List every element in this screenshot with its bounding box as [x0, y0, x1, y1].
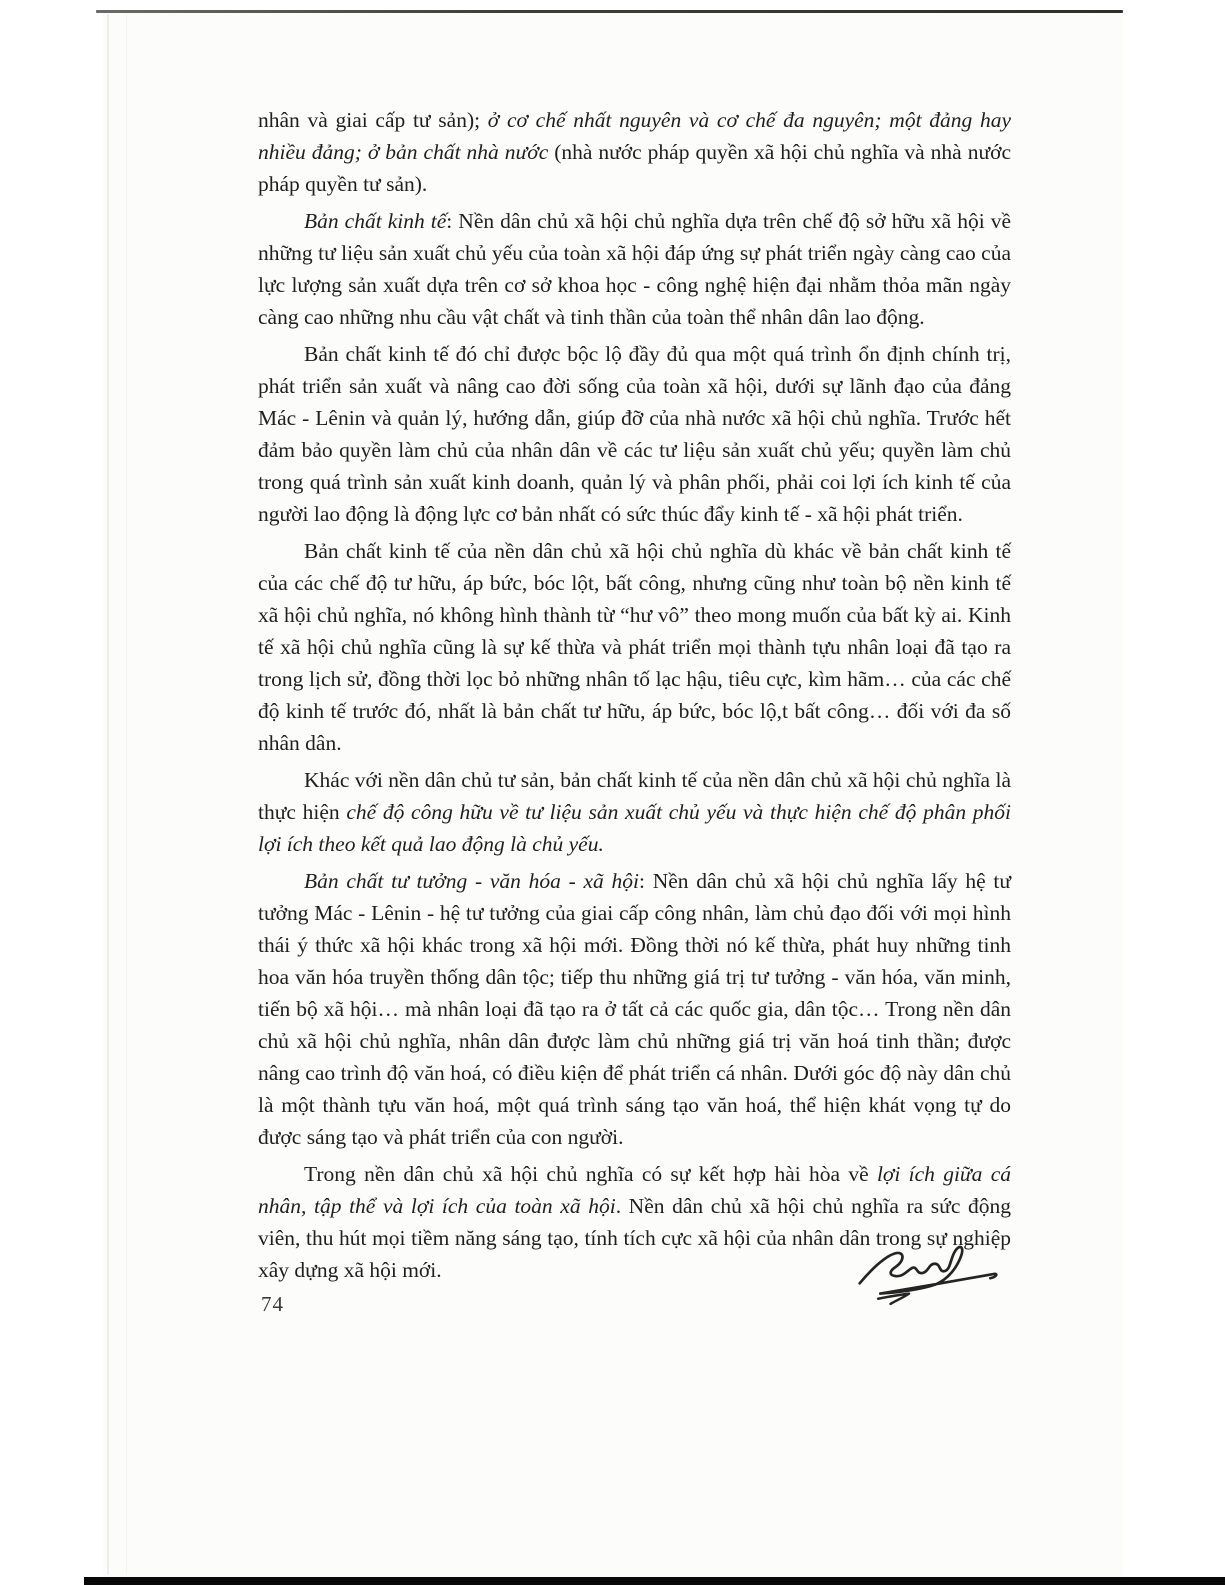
text-run: nhân và giai cấp tư sản); — [258, 108, 488, 132]
text-block — [258, 104, 1011, 1291]
paragraph — [258, 865, 1011, 1153]
page-number: 74 — [261, 1292, 284, 1316]
scan-left-edge-shadow — [107, 14, 109, 1574]
scan-top-edge-line — [96, 10, 1123, 13]
italic-run: lợi ích giữa cá nhân, tập thể và lợi ích của toàn xã hội — [258, 1162, 1011, 1218]
scan-left-edge-shadow-2 — [126, 14, 127, 1574]
text-run: : Nền dân chủ xã hội chủ nghĩa dựa trên chế độ sở hữu xã hội về những tư liệu sản xuất chủ yếu của toàn xã hội đáp ứng sự phát triển ngày càng cao của lực lượng sản xuất dựa trên cơ sở khoa học - công nghệ hiện đại nhằm thỏa mãn ngày càng cao những nhu cầu vật chất và tinh thần của toàn thể nhân dân lao động. — [258, 209, 1011, 329]
handwritten-signature — [843, 1236, 1008, 1308]
italic-run: chế độ công hữu về tư liệu sản xuất chủ yếu và thực hiện chế độ phân phối lợi ích theo kết quả lao động là chủ yếu. — [258, 800, 1011, 856]
italic-run: ở cơ chế nhất nguyên và cơ chế đa nguyên; một đảng hay nhiều đảng; ở bản chất nhà nước — [258, 108, 1011, 164]
paragraph — [258, 338, 1011, 530]
italic-run: Bản chất kinh tế — [304, 209, 447, 233]
scan-bottom-edge-bar — [84, 1577, 1225, 1585]
text-run: Khác với nền dân chủ tư sản, bản chất kinh tế của nền dân chủ xã hội chủ nghĩa là thực hiện — [258, 768, 1011, 824]
text-run: : Nền dân chủ xã hội chủ nghĩa lấy hệ tư tưởng Mác - Lênin - hệ tư tưởng của giai cấp công nhân, làm chủ đạo đối với mọi hình thái ý thức xã hội khác trong xã hội mới. Đồng thời nó kế thừa, phát huy những tinh hoa văn hóa truyền thống dân tộc; tiếp thu những giá trị tư tưởng - văn hóa, văn minh, tiến bộ xã hội… mà nhân loại đã tạo ra ở tất cả các quốc gia, dân tộc… Trong nền dân chủ xã hội chủ nghĩa, nhân dân được làm chủ những giá trị văn hoá tinh thần; được nâng cao trình độ văn hoá, có điều kiện để phát triển cá nhân. Dưới góc độ này dân chủ là một thành tựu văn hoá, một quá trình sáng tạo văn hoá, thể hiện khát vọng tự do được sáng tạo và phát triển của con người. — [258, 869, 1011, 1149]
text-run: . Nền dân chủ xã hội chủ nghĩa ra sức động viên, thu hút mọi tiềm năng sáng tạo, tính tích cực xã hội của nhân dân trong sự nghiệp xây dựng xã hội mới. — [258, 1194, 1011, 1282]
signature-stroke-hook — [878, 1294, 909, 1304]
italic-run: Bản chất tư tưởng - văn hóa - xã hội — [304, 869, 640, 893]
signature-stroke-main — [860, 1247, 997, 1294]
paragraph — [258, 104, 1011, 200]
paragraph — [258, 764, 1011, 860]
text-run: Bản chất kinh tế của nền dân chủ xã hội chủ nghĩa dù khác về bản chất kinh tế của các chế độ tư hữu, áp bức, bóc lột, bất công, nhưng cũng như toàn bộ nền kinh tế xã hội chủ nghĩa, nó không hình thành từ “hư vô” theo mong muốn của bất kỳ ai. Kinh tế xã hội chủ nghĩa cũng là sự kế thừa và phát triển mọi thành tựu nhân loại đã tạo ra trong lịch sử, đồng thời lọc bỏ những nhân tố lạc hậu, tiêu cực, kìm hãm… của các chế độ kinh tế trước đó, nhất là bản chất tư hữu, áp bức, bóc lộ,t bất công… đối với đa số nhân dân. — [258, 539, 1011, 755]
text-run: (nhà nước pháp quyền xã hội chủ nghĩa và nhà nước pháp quyền tư sản). — [258, 140, 1012, 196]
text-run: Trong nền dân chủ xã hội chủ nghĩa có sự kết hợp hài hòa về — [304, 1162, 877, 1186]
paragraph — [258, 205, 1011, 333]
paragraph — [258, 535, 1011, 759]
text-run: Bản chất kinh tế đó chỉ được bộc lộ đầy đủ qua một quá trình ổn định chính trị, phát triển sản xuất và nâng cao đời sống của toàn xã hội, dưới sự lãnh đạo của đảng Mác - Lênin và quản lý, hướng dẫn, giúp đỡ của nhà nước xã hội chủ nghĩa. Trước hết đảm bảo quyền làm chủ của nhân dân về các tư liệu sản xuất chủ yếu; quyền làm chủ trong quá trình sản xuất kinh doanh, quản lý và phân phối, phải coi lợi ích kinh tế của người lao động là động lực cơ bản nhất có sức thúc đẩy kinh tế - xã hội phát triển. — [258, 342, 1011, 526]
